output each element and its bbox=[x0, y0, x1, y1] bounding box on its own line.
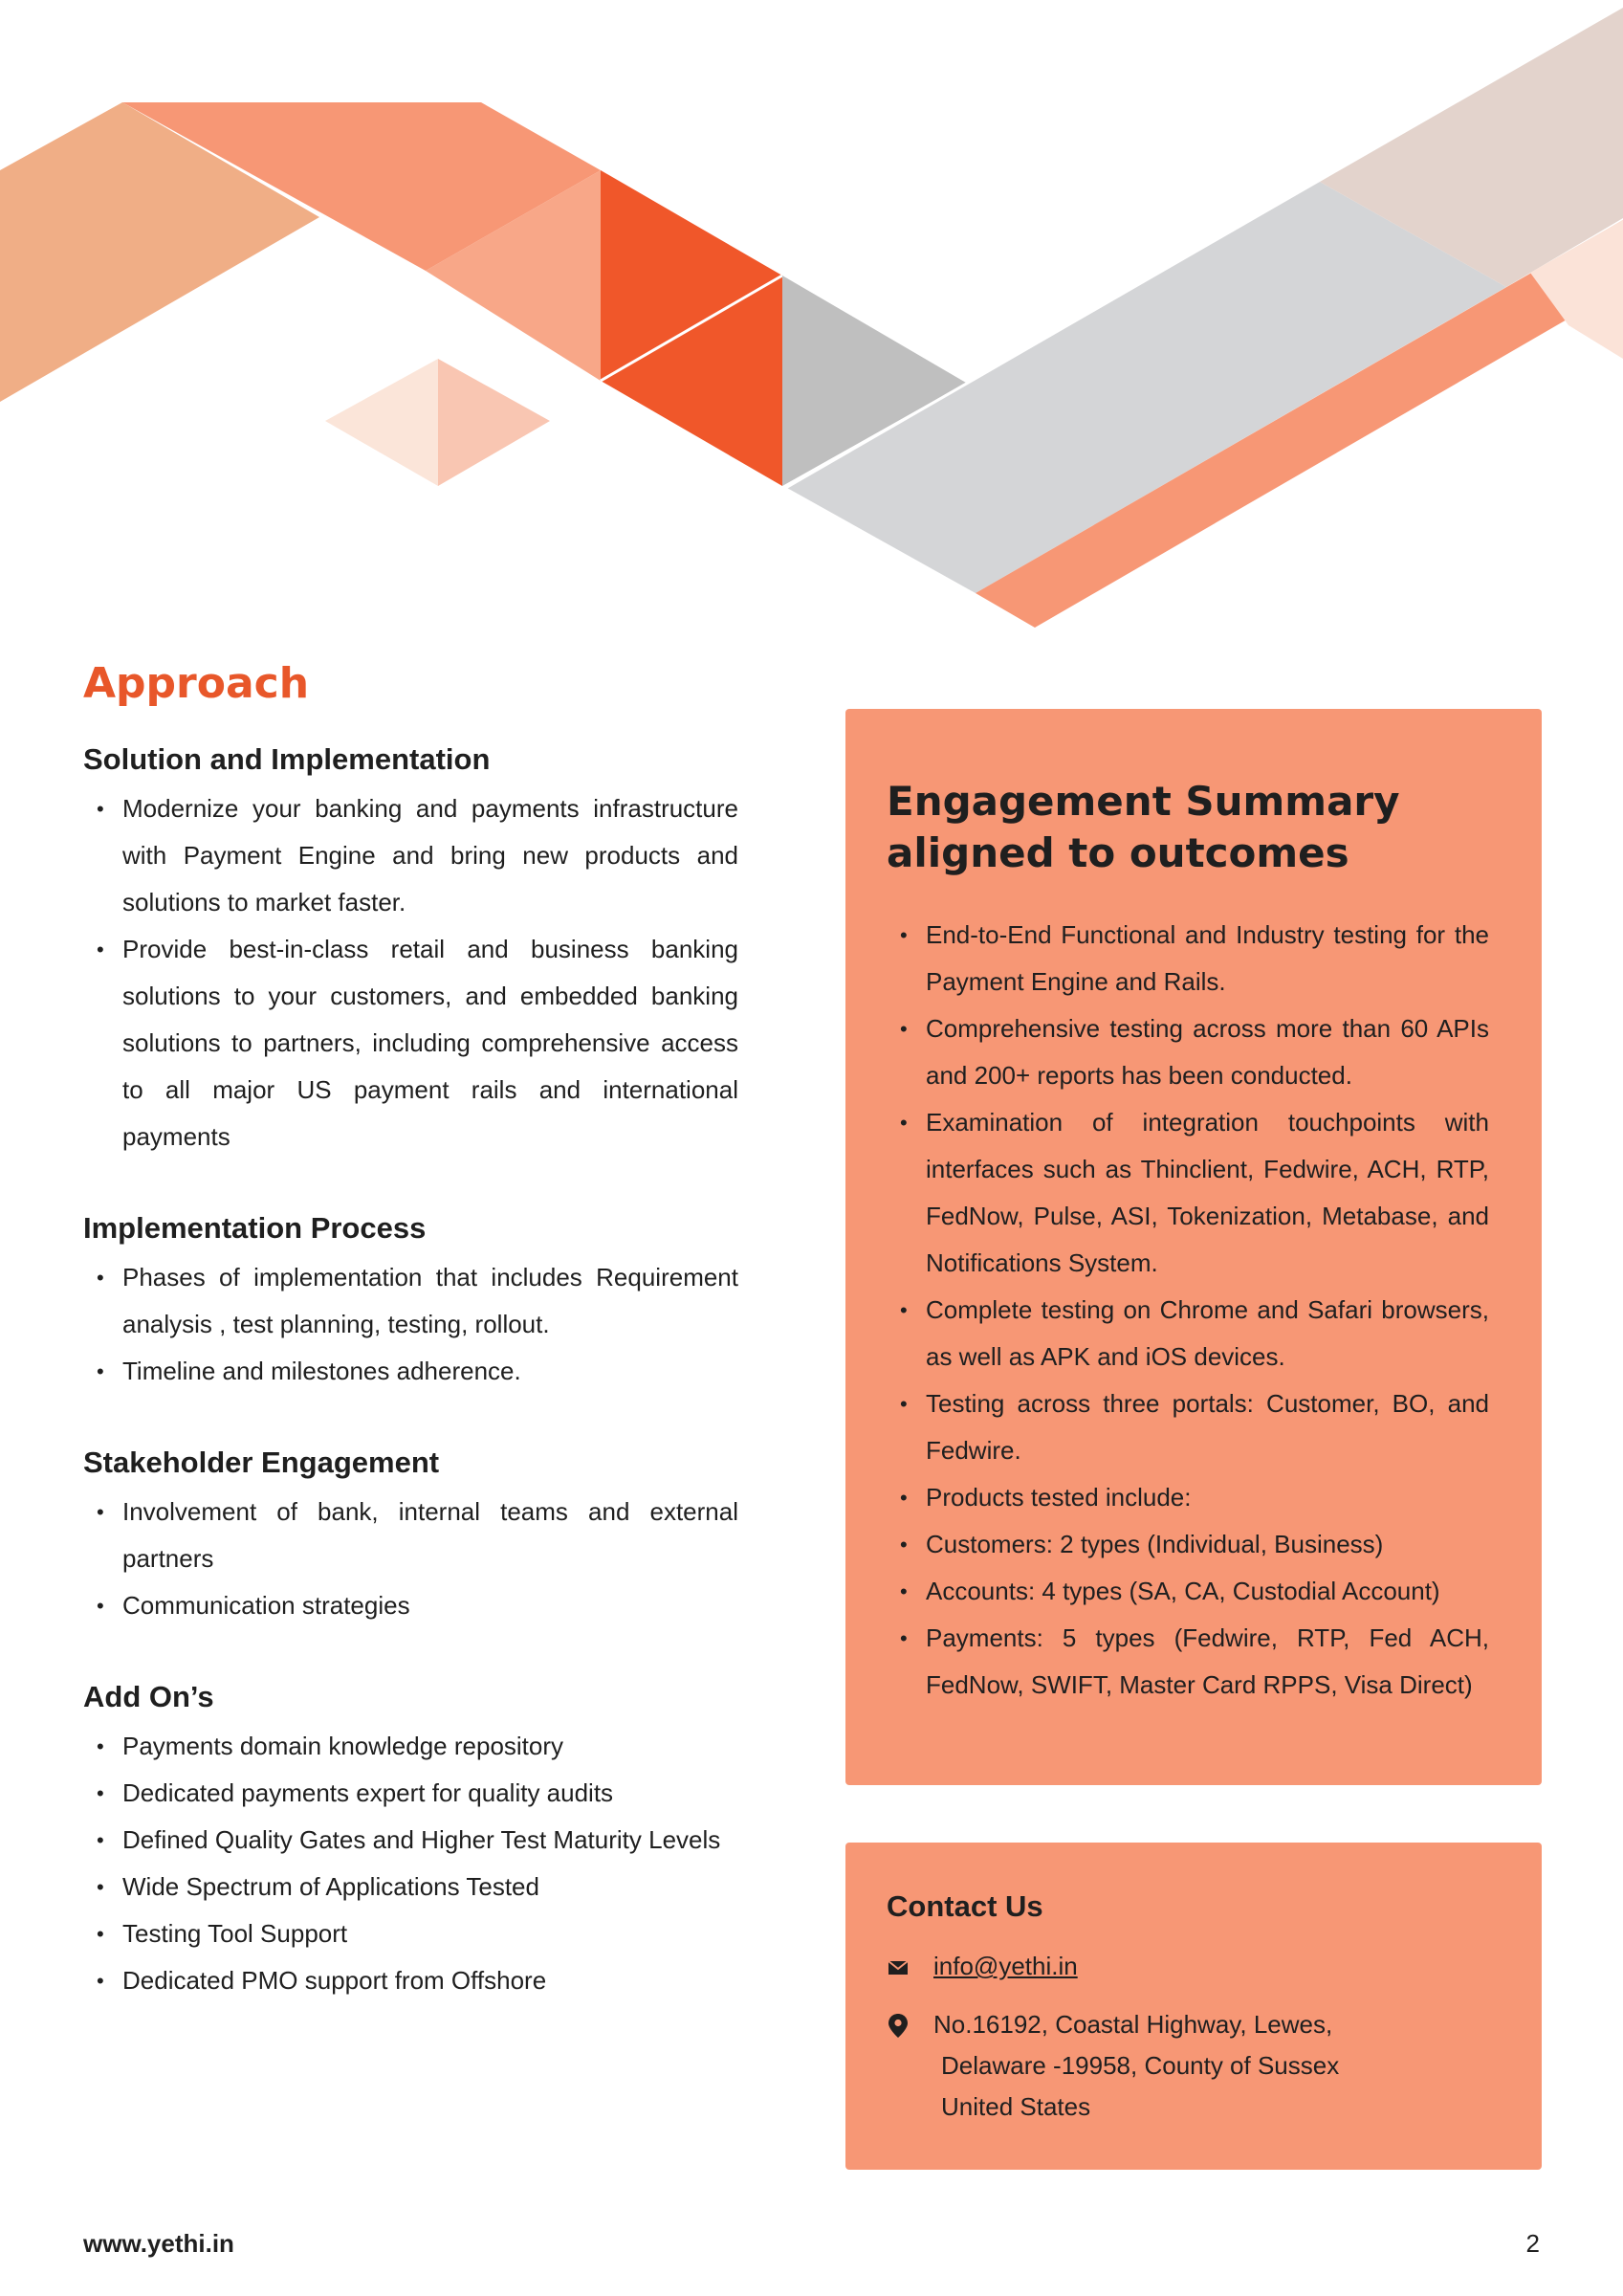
list-item: • Products tested include: bbox=[887, 1474, 1489, 1521]
bullet-list bbox=[83, 785, 738, 1160]
bullet-list bbox=[83, 1254, 738, 1395]
list-item: • Payments domain knowledge repository bbox=[83, 1723, 738, 1770]
section-stakeholder bbox=[83, 1443, 738, 1629]
list-item: • End-to-End Functional and Industry testing for the Payment Engine and Rails. bbox=[887, 912, 1489, 1005]
section-solution bbox=[83, 740, 738, 1160]
page-title: Approach bbox=[83, 659, 310, 708]
address-line-2: Delaware -19958, County of Sussex bbox=[941, 2051, 1340, 2080]
contact-title: Contact Us bbox=[887, 1889, 1043, 1923]
list-item: • Testing Tool Support bbox=[83, 1910, 738, 1957]
summary-title bbox=[887, 776, 1489, 879]
list-item: • Customers: 2 types (Individual, Business) bbox=[887, 1521, 1489, 1568]
contact-email-row bbox=[887, 1946, 1501, 1987]
list-item: • Comprehensive testing across more than 60 APIs and 200+ reports has been conducted. bbox=[887, 1005, 1489, 1099]
list-item: • Testing across three portals: Customer, BO, and Fedwire. bbox=[887, 1380, 1489, 1474]
contact-box bbox=[845, 1843, 1542, 2170]
list-item: • Dedicated payments expert for quality audits bbox=[83, 1770, 738, 1817]
summary-title-line1: Engagement Summary bbox=[887, 778, 1400, 825]
bullet-list bbox=[83, 1723, 738, 2004]
list-item: • Accounts: 4 types (SA, CA, Custodial Account) bbox=[887, 1568, 1489, 1615]
decorative-banner bbox=[0, 0, 1623, 651]
list-item: • Payments: 5 types (Fedwire, RTP, Fed ACH, FedNow, SWIFT, Master Card RPPS, Visa Direct) bbox=[887, 1615, 1489, 1709]
envelope-icon bbox=[887, 1954, 911, 1980]
bullet-list bbox=[83, 1489, 738, 1629]
contact-address-row bbox=[887, 2004, 1501, 2128]
list-item: • Wide Spectrum of Applications Tested bbox=[83, 1864, 738, 1910]
engagement-summary-box bbox=[845, 709, 1542, 1785]
section-title: Add On’s bbox=[83, 1680, 214, 1713]
list-item: • Phases of implementation that includes Requirement analysis , test planning, testing, rollout. bbox=[83, 1254, 738, 1348]
list-item: • Defined Quality Gates and Higher Test Maturity Levels bbox=[83, 1817, 738, 1864]
list-item: • Complete testing on Chrome and Safari browsers, as well as APK and iOS devices. bbox=[887, 1287, 1489, 1380]
summary-title-line2: aligned to outcomes bbox=[887, 829, 1349, 876]
section-title: Stakeholder Engagement bbox=[83, 1446, 440, 1479]
list-item: • Modernize your banking and payments infrastructure with Payment Engine and bring new products and solutions to market faster. bbox=[83, 785, 738, 926]
list-item: • Timeline and milestones adherence. bbox=[83, 1348, 738, 1395]
email-link[interactable]: info@yethi.in bbox=[933, 1952, 1078, 1980]
address-line-1: No.16192, Coastal Highway, Lewes, bbox=[933, 2010, 1333, 2039]
list-item: • Examination of integration touchpoints with interfaces such as Thinclient, Fedwire, ACH, RTP, FedNow, Pulse, ASI, Tokenization, Metabase, and Notifications System. bbox=[887, 1099, 1489, 1287]
approach-column bbox=[83, 655, 738, 2052]
list-item: • Provide best-in-class retail and business banking solutions to your customers, and embedded banking solutions to partners, including comprehensive access to all major US payment rails and international payments bbox=[83, 926, 738, 1160]
footer-website[interactable]: www.yethi.in bbox=[83, 2229, 234, 2258]
list-item: • Communication strategies bbox=[83, 1582, 738, 1629]
address-line-3: United States bbox=[941, 2092, 1091, 2121]
list-item: • Dedicated PMO support from Offshore bbox=[83, 1957, 738, 2004]
section-implementation bbox=[83, 1208, 738, 1395]
section-addons bbox=[83, 1677, 738, 2004]
location-pin-icon bbox=[887, 2012, 911, 2039]
section-title: Implementation Process bbox=[83, 1211, 427, 1245]
summary-bullet-list bbox=[887, 912, 1489, 1709]
page-number: 2 bbox=[1525, 2229, 1540, 2258]
list-item: • Involvement of bank, internal teams and external partners bbox=[83, 1489, 738, 1582]
section-title: Solution and Implementation bbox=[83, 742, 491, 776]
